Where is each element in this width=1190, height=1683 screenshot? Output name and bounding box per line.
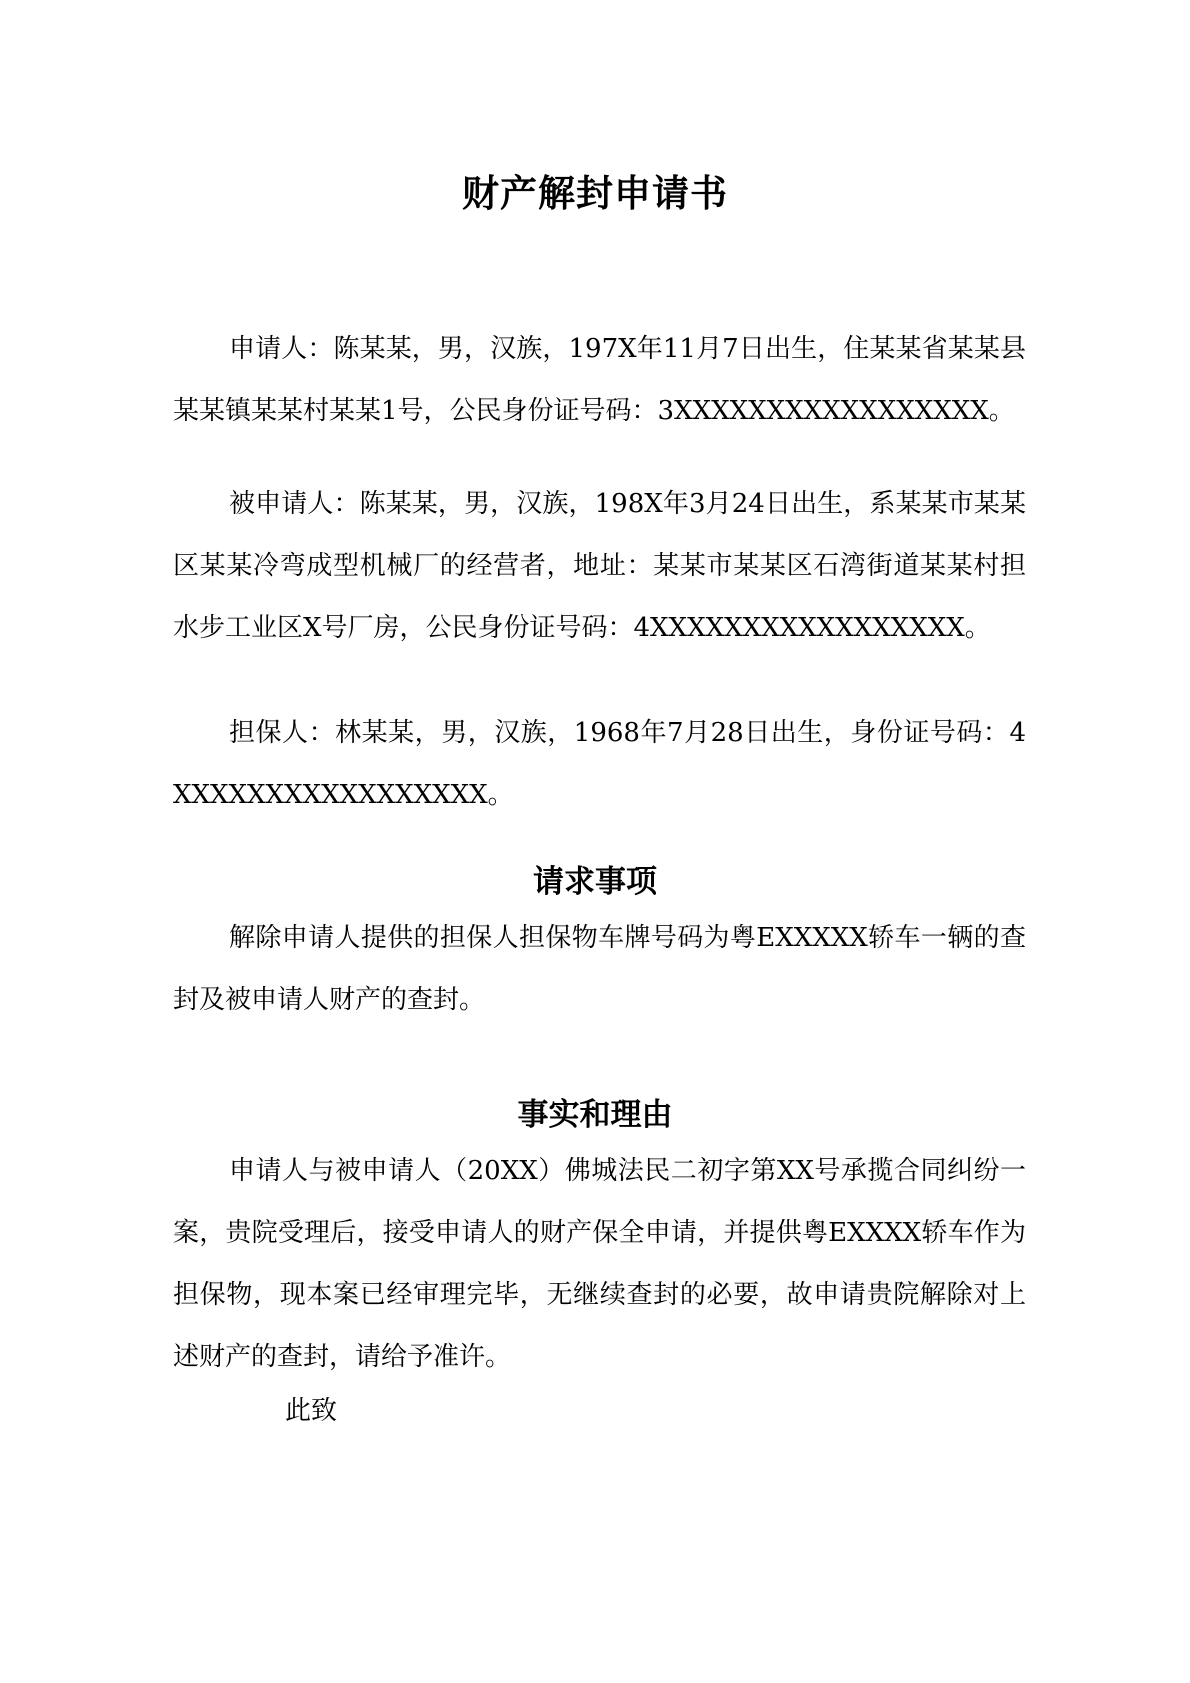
claims-heading: 请求事项 bbox=[533, 864, 657, 900]
facts-paragraph: 申请人与被申请人（20XX）佛城法民二初字第XX号承揽合同纠纷一案，贵院受理后，接受申请人的财产保全申请，并提供粤EXXXX轿车作为担保物，现本案已经审理完毕，无继续查封的必要，故申请贵院解除对上述财产的查封，请给予准许。 bbox=[173, 1156, 1026, 1372]
document-title: 财产解封申请书 bbox=[462, 171, 728, 215]
respondent-paragraph: 被申请人：陈某某，男，汉族，198X年3月24日出生，系某某市某某区某某冷弯成型机械厂的经营者，地址：某某市某某区石湾街道某某村担水步工业区X号厂房，公民身份证号码：4XXXXXXXXXXXXXXXXX。 bbox=[173, 489, 1026, 643]
claims-paragraph: 解除申请人提供的担保人担保物车牌号码为粤EXXXXX轿车一辆的查封及被申请人财产的查封。 bbox=[173, 923, 1026, 1015]
closing-salutation: 此致 bbox=[285, 1396, 338, 1426]
applicant-paragraph: 申请人：陈某某，男，汉族，197X年11月7日出生，住某某省某某县某某镇某某村某某1号，公民身份证号码：3XXXXXXXXXXXXXXXXX。 bbox=[173, 334, 1026, 426]
guarantor-paragraph: 担保人：林某某，男，汉族，1968年7月28日出生，身份证号码：4XXXXXXXXXXXXXXXXX。 bbox=[173, 718, 1026, 810]
facts-heading: 事实和理由 bbox=[517, 1097, 673, 1133]
